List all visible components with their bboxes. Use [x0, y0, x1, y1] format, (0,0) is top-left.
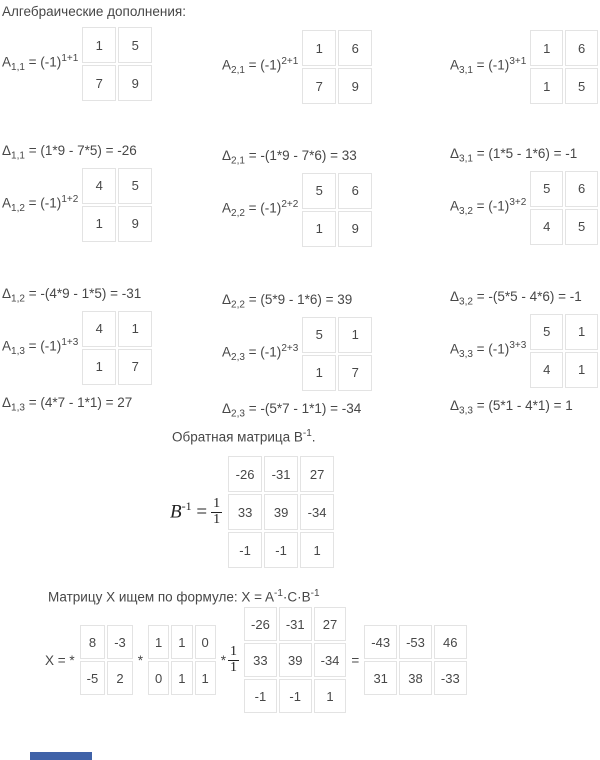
fraction-denominator: 1: [213, 511, 221, 527]
delta-letter: Δ: [222, 400, 232, 416]
matrix-row: [148, 625, 216, 659]
a-exponent: 2+1: [281, 56, 299, 68]
inverse-formula-row: [170, 454, 336, 570]
cofactor-block-2-2: [222, 148, 374, 249]
minor-matrix: [80, 166, 154, 244]
matrix-row: [530, 171, 598, 207]
matrix-cell: 1: [82, 349, 116, 385]
a-exponent: 1+1: [61, 53, 79, 65]
matrix-row: [530, 68, 598, 104]
delta-subscript: 3,1: [459, 153, 473, 165]
matrix-cell: -43: [364, 625, 397, 659]
a-subscript: 2,2: [231, 208, 245, 220]
a-letter: A: [2, 338, 12, 354]
matrix-cell: 1: [300, 532, 334, 568]
inverse-matrix: [226, 454, 336, 570]
matrix-cell: 46: [434, 625, 467, 659]
b-letter: B: [170, 501, 182, 523]
cofactor-block-3-1: [450, 28, 600, 106]
a-letter: A: [450, 198, 460, 214]
matrix-cell: 5: [530, 314, 563, 350]
matrix-row: [82, 27, 152, 63]
multiply-star: *: [220, 652, 227, 668]
matrix-cell: 1: [302, 30, 336, 66]
matrix-cell: 1: [302, 211, 336, 247]
delta-subscript: 2,1: [231, 155, 245, 167]
a-base: = (-1): [472, 57, 510, 73]
matrix-cell: 5: [302, 317, 336, 353]
delta-expression: = (1*9 - 7*5) = -26: [24, 143, 137, 158]
fraction-denominator: 1: [230, 659, 238, 675]
a-base: = (-1): [24, 54, 62, 70]
matrix-cell: 5: [118, 27, 152, 63]
fraction: [228, 645, 239, 675]
matrix-cell: 1: [171, 625, 192, 659]
delta-subscript: 2,3: [231, 408, 245, 420]
cofactor-block-1-1: [2, 25, 154, 103]
x-formula-text-2: ·C·B: [282, 589, 311, 605]
a-base: = (-1): [472, 198, 510, 214]
delta-subscript: 3,2: [459, 296, 473, 308]
matrix-cell: 6: [565, 30, 598, 66]
matrix-cell: 5: [530, 171, 563, 207]
matrix-cell: 27: [314, 607, 347, 641]
matrix-row: [302, 173, 372, 209]
matrix-cell: -26: [244, 607, 277, 641]
matrix-row: [148, 661, 216, 695]
matrix-cell: -3: [107, 625, 133, 659]
cofactor-label: [222, 344, 298, 363]
minor-matrix: [80, 309, 154, 387]
cofactor-label: [2, 338, 78, 357]
x-equation-row: [45, 605, 469, 715]
matrix-row: [80, 661, 133, 695]
matrix-cell: 0: [148, 661, 169, 695]
matrix-cell: 1: [82, 27, 116, 63]
matrix-cell: 7: [118, 349, 152, 385]
matrix-row: [364, 661, 466, 695]
a-base: = (-1): [472, 341, 510, 357]
a-base: = (-1): [24, 195, 62, 211]
matrix-row: [302, 30, 372, 66]
matrix-row: [302, 355, 372, 391]
matrix-cell: 38: [399, 661, 432, 695]
a-subscript: 1,3: [11, 346, 25, 358]
matrix-cell: 7: [302, 68, 336, 104]
matrix-cell: -33: [434, 661, 467, 695]
matrix-result: [362, 623, 468, 697]
minor-determinant-line: [2, 395, 154, 414]
matrix-cell: -26: [228, 456, 262, 492]
inverse-heading-dot: .: [311, 429, 316, 445]
delta-expression: = (5*9 - 1*6) = 39: [244, 292, 353, 307]
a-letter: A: [222, 344, 232, 360]
minor-matrix: [80, 25, 154, 103]
matrix-cell: 1: [314, 679, 347, 713]
matrix-cell: -5: [80, 661, 106, 695]
fraction-numerator: 1: [230, 643, 238, 659]
delta-letter: Δ: [450, 397, 460, 413]
matrix-cell: 5: [565, 209, 598, 245]
delta-subscript: 1,3: [11, 402, 25, 414]
matrix-b-inverse: [242, 605, 348, 715]
matrix-row: [530, 30, 598, 66]
equals-sign: =: [351, 652, 360, 668]
page-title: Алгебраические дополнения:: [2, 4, 186, 19]
matrix-cell: 2: [107, 661, 133, 695]
delta-expression: = -(4*9 - 1*5) = -31: [24, 286, 142, 301]
matrix-cell: -31: [264, 456, 298, 492]
star-fraction: [221, 645, 239, 675]
a-exponent: 2+2: [281, 199, 299, 211]
b-exponent: -1: [181, 499, 192, 514]
matrix-cell: -53: [399, 625, 432, 659]
matrix-cell: -1: [279, 679, 312, 713]
delta-expression: = -(5*5 - 4*6) = -1: [472, 289, 582, 304]
matrix-cell: 4: [530, 209, 563, 245]
matrix-row: [244, 607, 346, 641]
matrix-cell: 5: [565, 68, 598, 104]
a-exponent: 2+3: [281, 343, 299, 355]
delta-letter: Δ: [222, 148, 232, 163]
matrix-cell: -1: [244, 679, 277, 713]
a-base: = (-1): [244, 57, 282, 73]
delta-subscript: 1,2: [11, 293, 25, 305]
x-equation-lhs: X = *: [45, 652, 75, 668]
a-letter: A: [222, 57, 232, 73]
a-exponent: 3+1: [509, 56, 527, 68]
x-formula-text: Матрицу X ищем по формуле: X = A: [48, 589, 274, 605]
minor-matrix: [300, 28, 374, 106]
matrix-cell: 6: [338, 173, 372, 209]
a-letter: A: [222, 200, 232, 216]
matrix-cell: 9: [338, 211, 372, 247]
minor-matrix: [300, 315, 374, 393]
minor-determinant-line: [222, 401, 374, 420]
matrix-cell: 7: [338, 355, 372, 391]
cofactor-label: [2, 54, 78, 73]
delta-letter: Δ: [2, 286, 12, 301]
matrix-cell: 4: [82, 311, 116, 347]
a-inverse-sup: -1: [273, 588, 283, 599]
matrix-row: [82, 349, 152, 385]
matrix-row: [530, 209, 598, 245]
matrix-row: [530, 314, 598, 350]
a-letter: A: [2, 54, 12, 70]
matrix-cell: 5: [302, 173, 336, 209]
matrix-cell: 1: [565, 314, 598, 350]
cofactor-block-3-2: [450, 146, 600, 247]
matrix-cell: 1: [195, 661, 216, 695]
matrix-cell: 1: [530, 68, 563, 104]
a-exponent: 3+3: [509, 340, 527, 352]
a-subscript: 1,2: [11, 203, 25, 215]
delta-letter: Δ: [450, 289, 460, 304]
matrix-cell: 33: [228, 494, 262, 530]
delta-subscript: 3,3: [459, 405, 473, 417]
a-subscript: 3,1: [459, 65, 473, 77]
cofactor-label: [222, 57, 298, 76]
partial-button[interactable]: [30, 752, 92, 760]
matrix-row: [80, 625, 133, 659]
matrix-cell: -1: [264, 532, 298, 568]
matrix-row: [302, 211, 372, 247]
cofactor-label: [2, 195, 78, 214]
a-subscript: 1,1: [11, 62, 25, 74]
matrix-cell: 5: [118, 168, 152, 204]
minor-matrix: [528, 312, 600, 390]
delta-expression: = (4*7 - 1*1) = 27: [24, 394, 133, 410]
cofactor-block-2-3: [222, 292, 374, 419]
matrix-row: [244, 679, 346, 713]
a-exponent: 1+3: [61, 337, 79, 349]
matrix-cell: -1: [228, 532, 262, 568]
minor-determinant-line: [2, 286, 154, 305]
matrix-cell: 1: [148, 625, 169, 659]
cofactor-block-1-3: [2, 286, 154, 413]
matrix-row: [244, 643, 346, 677]
matrix-row: [82, 311, 152, 347]
matrix-c: [146, 623, 218, 697]
a-letter: A: [2, 195, 12, 211]
a-base: = (-1): [244, 344, 282, 360]
delta-letter: Δ: [2, 394, 12, 410]
a-letter: A: [450, 341, 460, 357]
delta-letter: Δ: [2, 143, 12, 158]
cofactor-block-3-3: [450, 289, 600, 416]
delta-letter: Δ: [450, 146, 460, 161]
minor-matrix: [300, 171, 374, 249]
delta-expression: = -(1*9 - 7*6) = 33: [244, 148, 357, 163]
fraction-numerator: 1: [213, 495, 221, 511]
minor-determinant-line: [450, 146, 600, 165]
matrix-cell: 1: [82, 206, 116, 242]
matrix-cell: 27: [300, 456, 334, 492]
matrix-row: [530, 352, 598, 388]
minor-determinant-line: [450, 289, 600, 308]
x-formula-heading: [48, 589, 320, 605]
delta-expression: = -(5*7 - 1*1) = -34: [244, 400, 362, 416]
cofactor-label: [222, 200, 298, 219]
delta-letter: Δ: [222, 292, 232, 307]
matrix-cell: 1: [565, 352, 598, 388]
matrix-cell: 1: [171, 661, 192, 695]
matrix-cell: 9: [118, 65, 152, 101]
matrix-cell: 9: [118, 206, 152, 242]
a-subscript: 2,3: [231, 352, 245, 364]
a-letter: A: [450, 57, 460, 73]
inverse-formula-lhs: [170, 500, 207, 523]
matrix-row: [228, 494, 334, 530]
minor-determinant-line: [450, 398, 600, 417]
matrix-cell: 8: [80, 625, 106, 659]
a-subscript: 2,1: [231, 65, 245, 77]
matrix-row: [82, 168, 152, 204]
cofactor-label: [450, 57, 526, 76]
fraction: [211, 497, 222, 527]
cofactor-label: [450, 341, 526, 360]
a-exponent: 1+2: [61, 194, 79, 206]
minor-determinant-line: [2, 143, 154, 162]
a-subscript: 3,2: [459, 206, 473, 218]
inverse-heading-sup: -1: [302, 428, 312, 439]
matrix-row: [82, 206, 152, 242]
matrix-cell: 1: [530, 30, 563, 66]
minor-determinant-line: [222, 292, 374, 311]
matrix-cell: 39: [279, 643, 312, 677]
cofactor-block-2-1: [222, 28, 374, 106]
matrix-cell: -34: [300, 494, 334, 530]
a-subscript: 3,3: [459, 349, 473, 361]
matrix-cell: 33: [244, 643, 277, 677]
equals-sign: =: [196, 501, 208, 523]
matrix-cell: 6: [565, 171, 598, 207]
matrix-cell: 31: [364, 661, 397, 695]
cofactor-label: [450, 198, 526, 217]
matrix-row: [302, 68, 372, 104]
a-exponent: 3+2: [509, 197, 527, 209]
b-inverse-sup: -1: [310, 588, 320, 599]
matrix-row: [228, 456, 334, 492]
matrix-cell: 0: [195, 625, 216, 659]
delta-expression: = (5*1 - 4*1) = 1: [472, 397, 573, 413]
delta-subscript: 2,2: [231, 299, 245, 311]
matrix-cell: 39: [264, 494, 298, 530]
delta-subscript: 1,1: [11, 150, 25, 162]
multiply-star: *: [137, 652, 144, 668]
inverse-heading-text: Обратная матрица B: [172, 429, 303, 445]
matrix-cell: 4: [82, 168, 116, 204]
delta-expression: = (1*5 - 1*6) = -1: [472, 146, 578, 161]
minor-matrix: [528, 169, 600, 247]
matrix-cell: 4: [530, 352, 563, 388]
minor-determinant-line: [222, 148, 374, 167]
matrix-cell: 1: [302, 355, 336, 391]
matrix-row: [302, 317, 372, 353]
a-base: = (-1): [244, 200, 282, 216]
cofactor-block-1-2: [2, 143, 154, 244]
matrix-a-inverse: [78, 623, 135, 697]
matrix-row: [364, 625, 466, 659]
a-base: = (-1): [24, 338, 62, 354]
matrix-cell: 7: [82, 65, 116, 101]
matrix-cell: 6: [338, 30, 372, 66]
matrix-cell: 1: [118, 311, 152, 347]
matrix-cell: 9: [338, 68, 372, 104]
matrix-row: [82, 65, 152, 101]
matrix-cell: 1: [338, 317, 372, 353]
matrix-row: [228, 532, 334, 568]
matrix-cell: -34: [314, 643, 347, 677]
minor-matrix: [528, 28, 600, 106]
matrix-cell: -31: [279, 607, 312, 641]
inverse-matrix-heading: [172, 429, 316, 445]
